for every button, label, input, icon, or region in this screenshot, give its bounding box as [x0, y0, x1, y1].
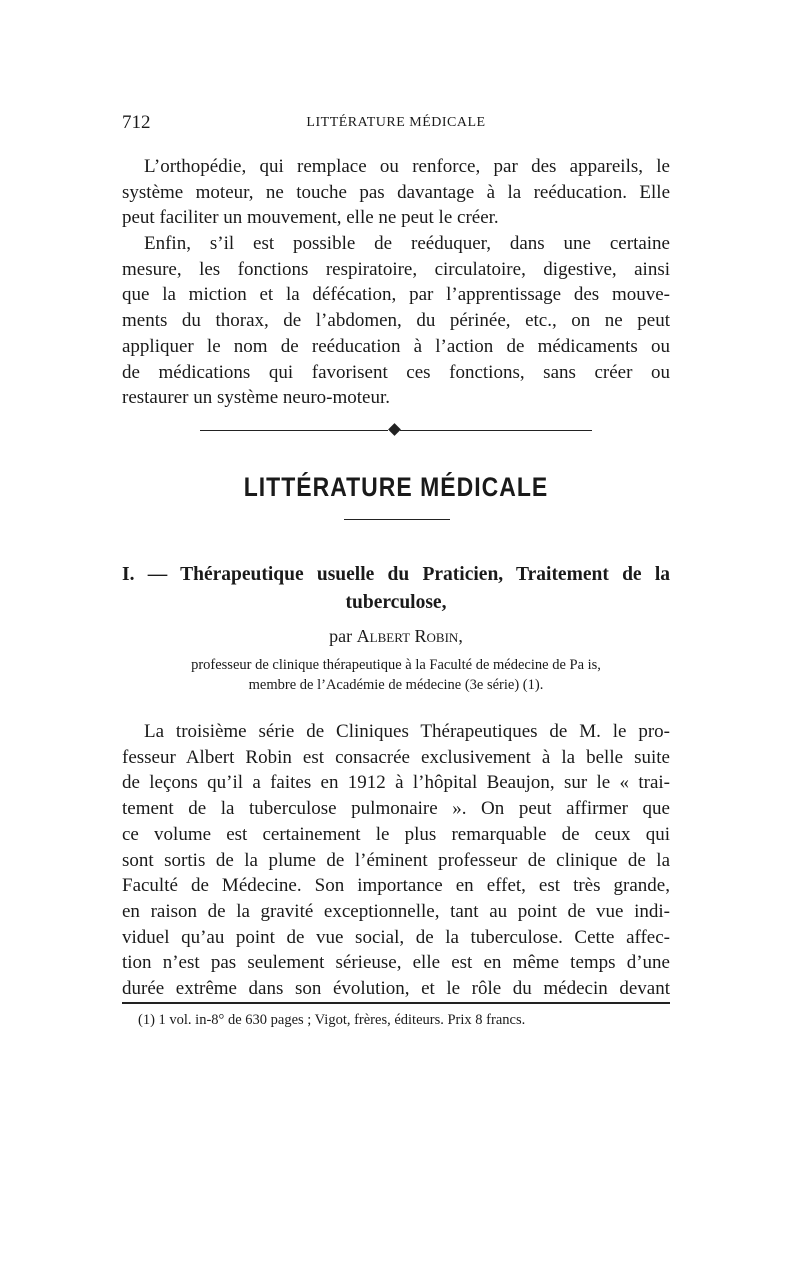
text-line: système moteur, ne touche pas davantage à la reéducation. Elle [122, 181, 670, 203]
text-line: La troisième série de Cliniques Thérapeutiques de M. le pro- [144, 721, 670, 742]
article-heading [122, 561, 670, 617]
text-line: mesure, les fonctions respiratoire, circulatoire, digestive, ainsi [122, 258, 670, 280]
text-line: ments du thorax, de l’abdomen, du périnée, etc., on ne peut [122, 310, 670, 332]
divider-rule-right [400, 430, 592, 431]
author-name: Albert Robin, [356, 626, 463, 646]
text-line: viduel qu’au point de vue social, de la tuberculose. Cette affec- [122, 926, 670, 948]
divider-rule-left [200, 430, 388, 431]
text-line: appliquer le nom de reéducation à l’action de médicaments ou [122, 335, 670, 357]
text-line: L’orthopédie, qui remplace ou renforce, par des appareils, le [144, 156, 670, 177]
text-line: tement de la tuberculose pulmonaire ». On peut affirmer que [122, 798, 670, 820]
section-title-rule [344, 519, 450, 520]
text-line: durée extrême dans son évolution, et le rôle du médecin devant [122, 978, 670, 1000]
section-title: LITTÉRATURE MÉDICALE [243, 471, 549, 502]
text-line: de leçons qu’il a faites en 1912 à l’hôpital Beaujon, sur le « trai- [122, 772, 670, 794]
footnote: (1) 1 vol. in-8° de 630 pages ; Vigot, frères, éditeurs. Prix 8 francs. [138, 1012, 526, 1028]
affiliation-line: professeur de clinique thérapeutique à la Faculté de médecine de Pa is, [191, 657, 601, 673]
author-affiliation [122, 655, 670, 695]
article-heading-line: tuberculose, [345, 592, 447, 613]
page-number: 712 [122, 112, 151, 133]
text-line: sont sortis de la plume de l’éminent professeur de clinique de la [122, 849, 670, 871]
article-heading-line: I. — Thérapeutique usuelle du Praticien, Traitement de la [122, 564, 670, 585]
text-line: que la miction et la défécation, par l’apprentissage des mouve- [122, 284, 670, 306]
text-line: peut faciliter un mouvement, elle ne peut le créer. [122, 207, 499, 229]
text-line: Faculté de Médecine. Son importance en effet, est très grande, [122, 875, 670, 897]
text-line: fesseur Albert Robin est consacrée exclusivement à la belle suite [122, 746, 670, 768]
text-line: restaurer un système neuro-moteur. [122, 387, 391, 409]
byline-prefix: par [329, 626, 357, 646]
footnote-rule [122, 1002, 670, 1004]
diamond-ornament-icon [388, 423, 401, 436]
text-line: de médications qui favorisent ces fonctions, sans créer ou [122, 361, 670, 383]
intro-paragraph-2 [122, 231, 670, 411]
intro-paragraph-1 [122, 154, 670, 231]
text-line: ce volume est certainement le plus remarquable de ceux qui [122, 823, 670, 845]
running-title: LITTÉRATURE MÉDICALE [306, 115, 486, 130]
article-body-paragraph [122, 719, 670, 1002]
byline [122, 626, 670, 647]
affiliation-line: membre de l’Académie de médecine (3e série) (1). [248, 677, 544, 693]
text-line: Enfin, s’il est possible de reéduquer, dans une certaine [144, 233, 670, 254]
text-line: tion n’est pas seulement sérieuse, elle est en même temps d’une [122, 952, 670, 974]
running-head [122, 112, 670, 134]
text-line: en raison de la gravité exceptionnelle, tant au point de vue indi- [122, 900, 670, 922]
section-divider [200, 422, 592, 438]
